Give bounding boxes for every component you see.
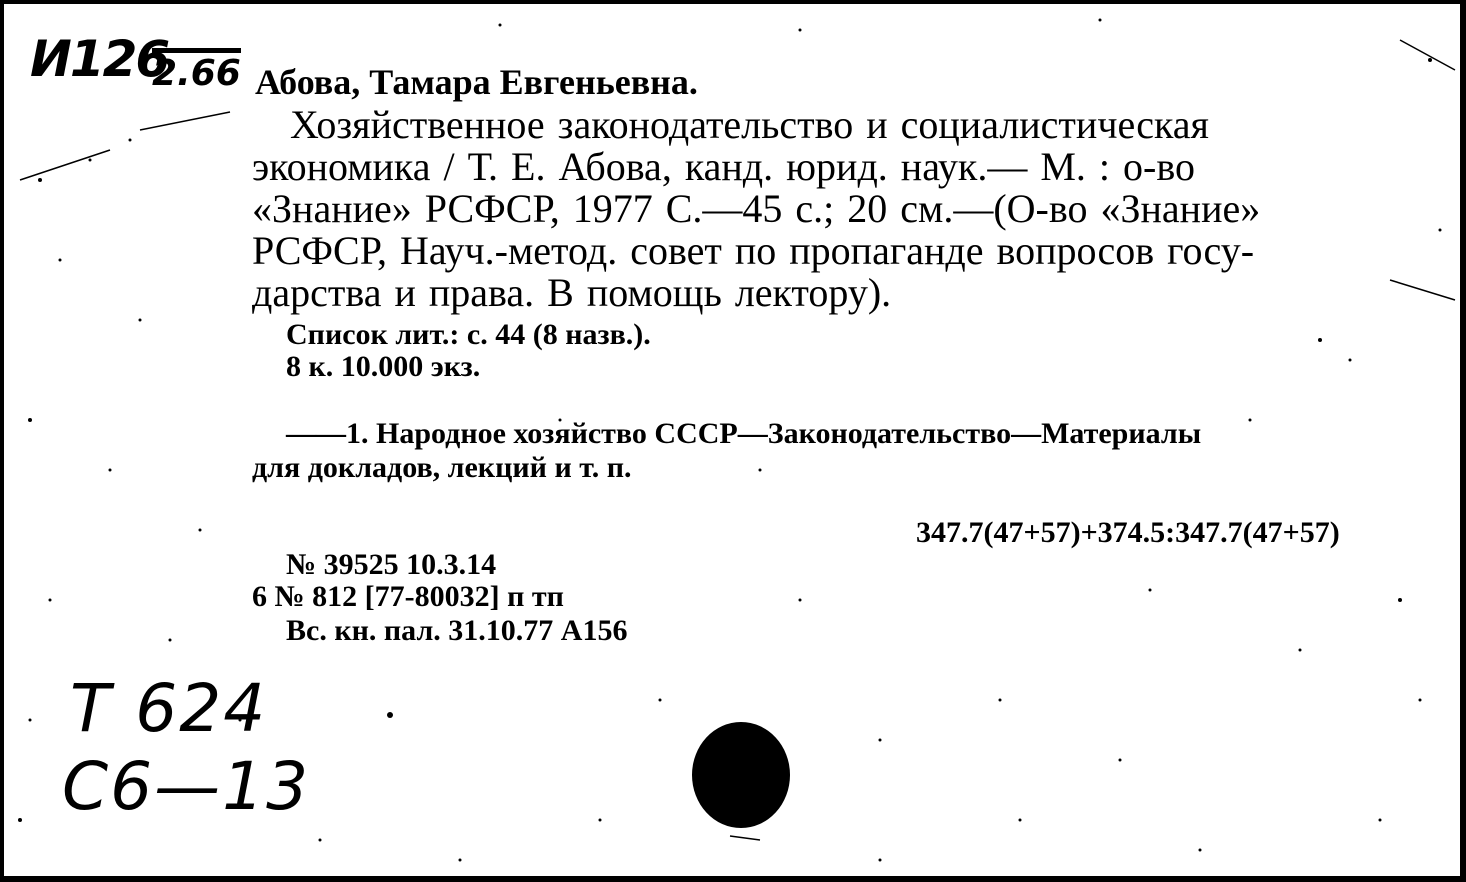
description-line-4: РСФСР, Науч.-метод. совет по пропаганде вопросов госу- <box>252 228 1255 273</box>
subject-line-2: для докладов, лекций и т. п. <box>252 451 632 484</box>
classification-index: 347.7(47+57)+374.5:347.7(47+57) <box>916 516 1340 549</box>
location-code-2: С6—13 <box>62 748 311 825</box>
shelfmark-top: И126 <box>30 30 169 88</box>
tech-line-3: Вс. кн. пал. 31.10.77 А156 <box>286 614 628 647</box>
description-line-3: «Знание» РСФСР, 1977 С.—45 с.; 20 см.—(О-во «Знание» <box>252 186 1261 231</box>
description-line-1: Хозяйственное законодательство и социалистическая <box>290 102 1209 147</box>
description-line-5: дарства и права. В помощь лектору). <box>252 270 892 315</box>
author-heading: Абова, Тамара Евгеньевна. <box>255 62 698 102</box>
tech-line-2: 6 № 812 [77-80032] п тп <box>252 580 564 613</box>
bibliography-note: Список лит.: с. 44 (8 назв.). <box>286 318 651 351</box>
tech-line-1: № 39525 10.3.14 <box>286 548 497 581</box>
price-run-note: 8 к. 10.000 экз. <box>286 350 481 383</box>
description-line-2: экономика / Т. Е. Абова, канд. юрид. наук.— М. : о-во <box>252 144 1195 189</box>
subject-line-1: ——1. Народное хозяйство СССР—Законодательство—Материалы <box>286 417 1202 450</box>
location-code-1: Т 624 <box>70 670 268 747</box>
shelfmark-bottom: 2.66 <box>152 48 241 95</box>
punch-hole <box>692 722 790 828</box>
